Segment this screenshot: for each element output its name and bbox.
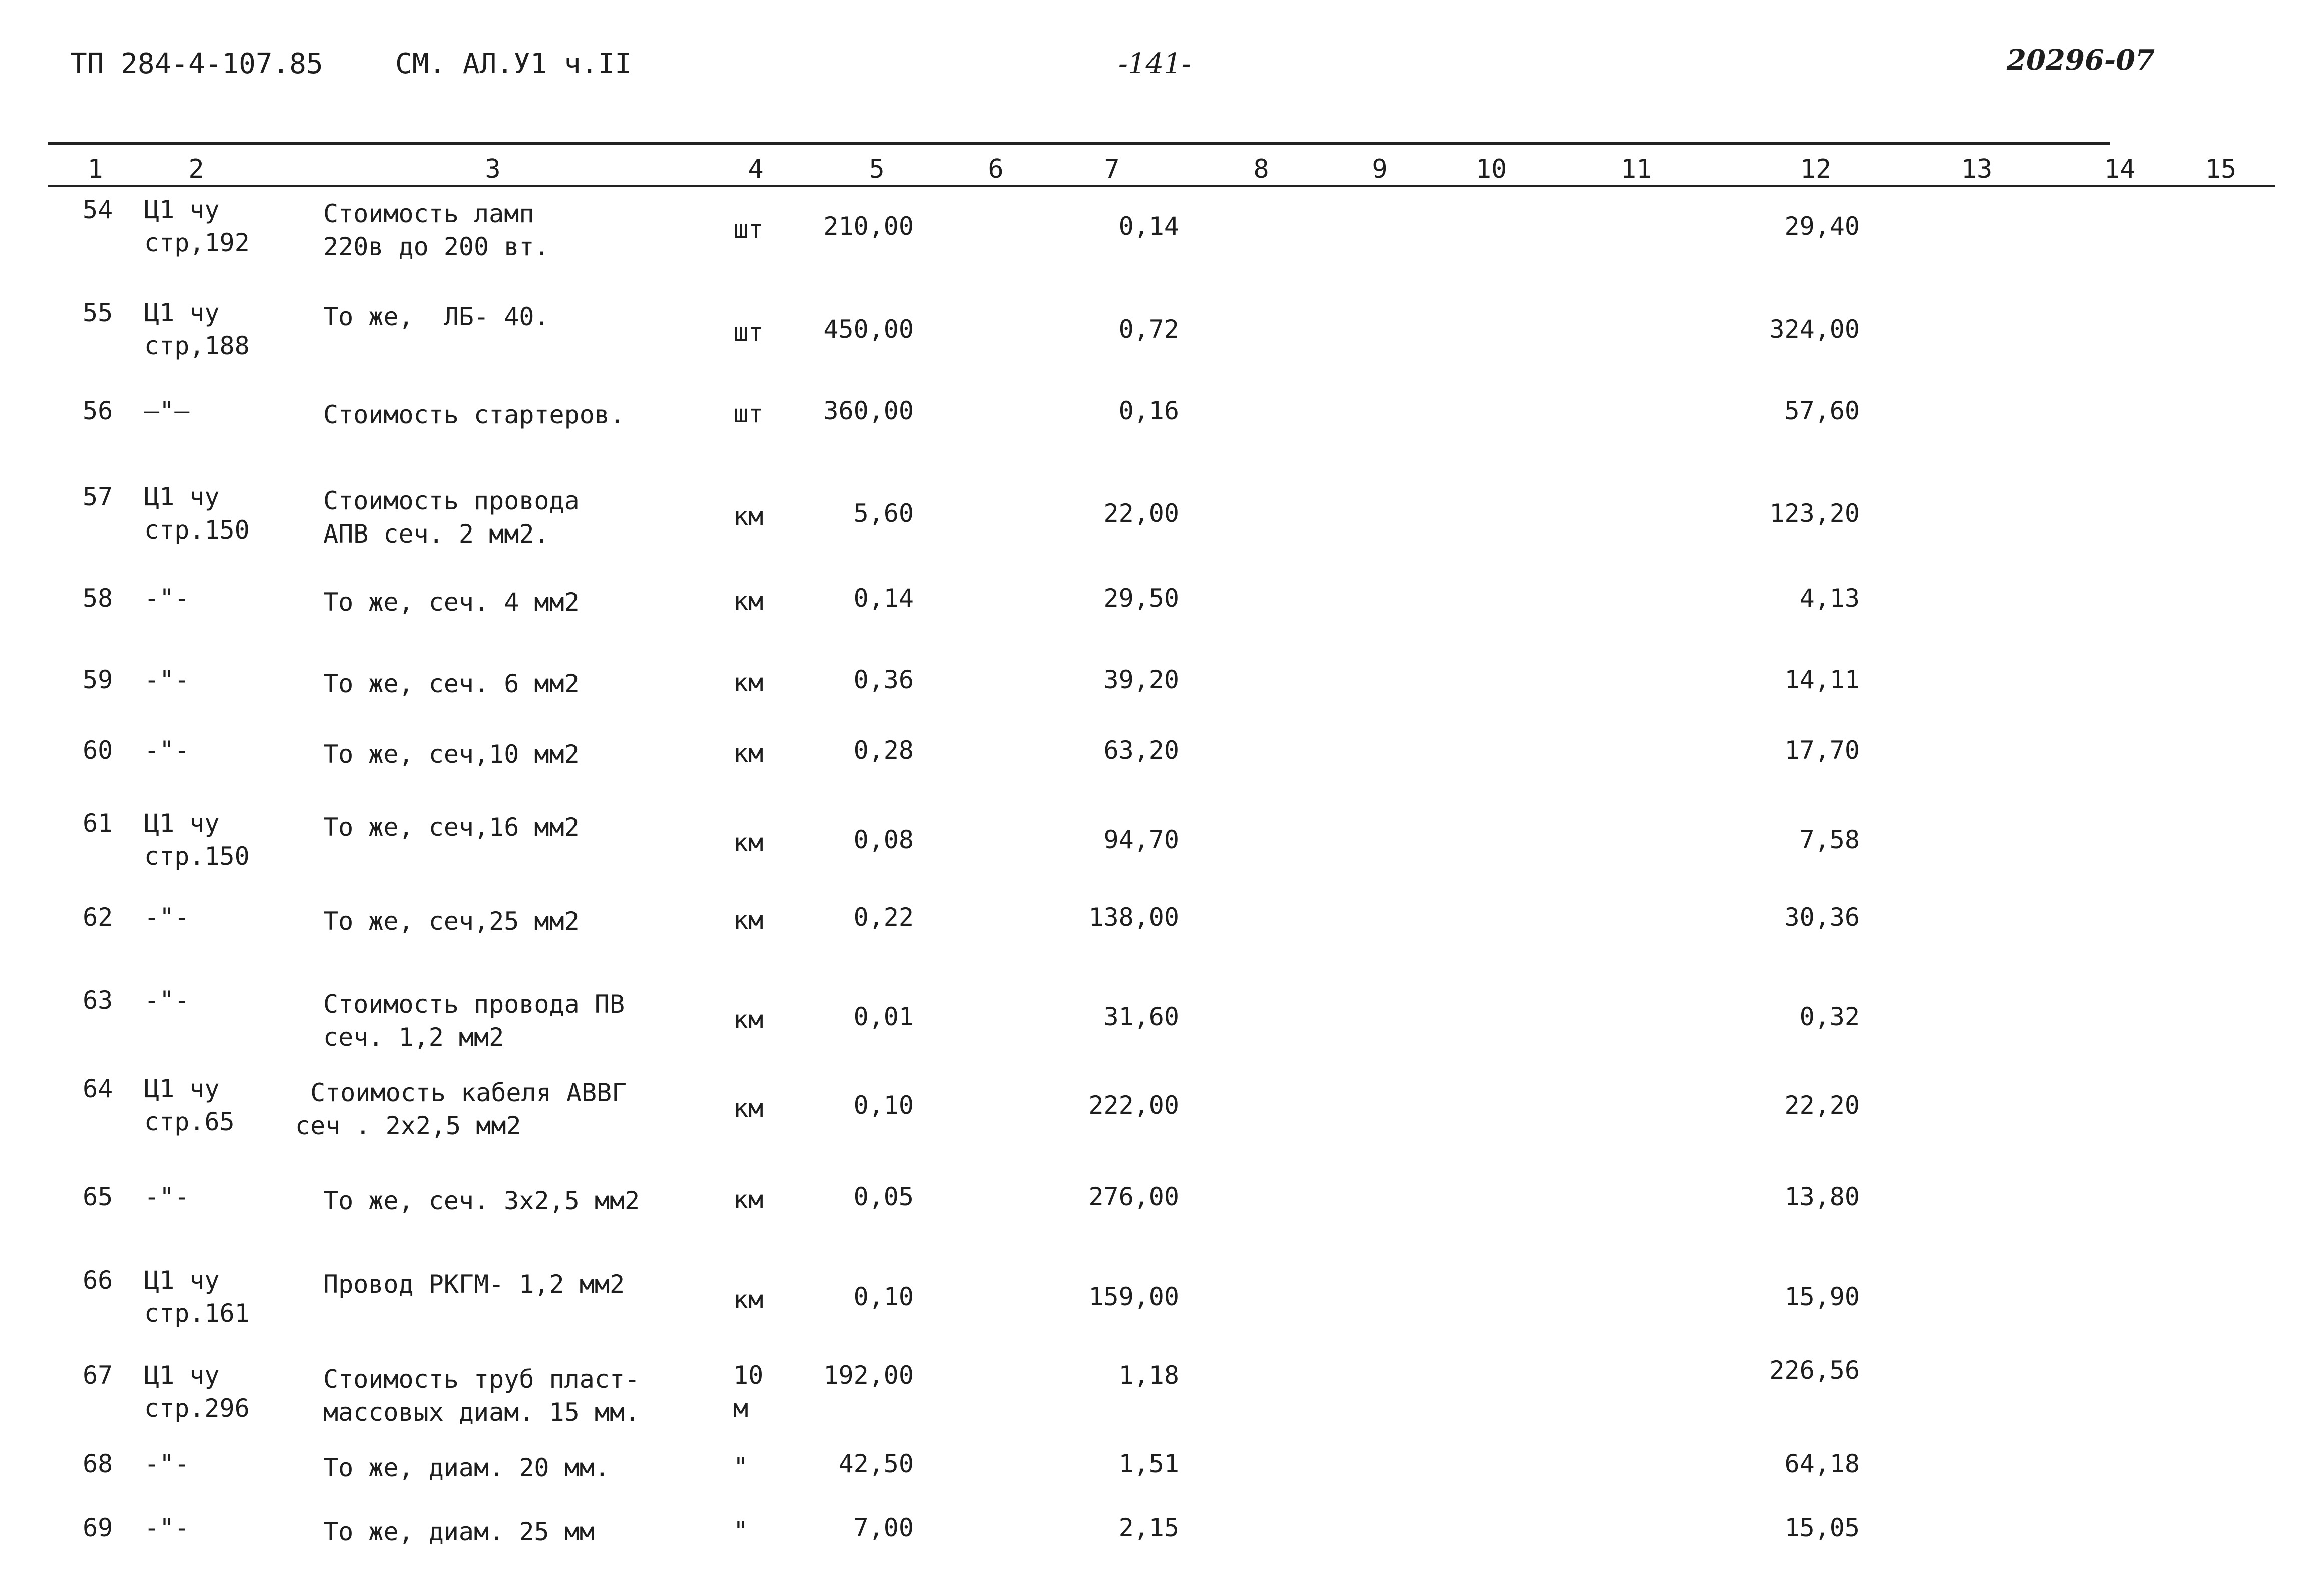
item-description <box>323 811 580 844</box>
row-number: 64 <box>83 1074 113 1103</box>
item-description-line: То же, сеч. 4 мм2 <box>323 588 580 617</box>
unit-of-measure <box>733 826 763 859</box>
unit-price-value: 63,20 <box>1103 736 1179 765</box>
column-number-9: 9 <box>1372 154 1388 184</box>
price-reference-line: -"- <box>144 986 190 1015</box>
unit-of-measure-line: км <box>733 1285 764 1314</box>
quantity-value: 192,00 <box>823 1361 914 1390</box>
unit-price-value: 276,00 <box>1088 1182 1179 1211</box>
item-description-line: То же, сеч. 3х2,5 мм2 <box>323 1186 640 1215</box>
row-number: 55 <box>83 298 113 327</box>
unit-of-measure-line: км <box>733 587 764 616</box>
total-cost-value: 57,60 <box>1784 396 1860 425</box>
row-number: 67 <box>83 1361 113 1390</box>
price-reference-line: -"- <box>144 665 190 694</box>
total-cost-value: 15,05 <box>1784 1513 1860 1542</box>
item-description <box>323 905 580 938</box>
row-number: 60 <box>83 736 113 765</box>
archive-stamp: 20296-07 <box>2007 44 2155 77</box>
price-reference-line: стр.161 <box>144 1299 250 1328</box>
quantity-value: 0,14 <box>853 584 914 613</box>
item-description-line: То же, ЛБ- 40. <box>323 302 549 331</box>
unit-of-measure <box>733 1514 748 1547</box>
price-reference <box>144 901 189 934</box>
unit-of-measure-line: шт <box>733 215 764 244</box>
row-number: 54 <box>83 195 113 224</box>
price-reference-line: -"- <box>144 1449 190 1478</box>
row-number: 59 <box>83 665 113 694</box>
item-description-line: Стоимость провода ПВ <box>323 990 625 1019</box>
unit-price-value: 1,18 <box>1118 1361 1179 1390</box>
quantity-value: 42,50 <box>838 1449 914 1478</box>
total-cost-value: 14,11 <box>1784 665 1860 694</box>
quantity-value: 7,00 <box>853 1513 914 1542</box>
unit-of-measure <box>733 1450 748 1483</box>
item-description-line: Стоимость труб пласт- <box>323 1365 640 1394</box>
unit-price-value: 94,70 <box>1103 825 1179 854</box>
price-reference <box>144 480 250 547</box>
item-description <box>323 1363 640 1429</box>
total-cost-value: 13,80 <box>1784 1182 1860 1211</box>
total-cost-value: 7,58 <box>1799 825 1860 854</box>
total-cost-value: 17,70 <box>1784 736 1860 765</box>
total-cost-value: 29,40 <box>1784 212 1860 241</box>
total-cost-value: 324,00 <box>1769 315 1860 344</box>
price-reference <box>144 1072 235 1138</box>
unit-of-measure-line: км <box>733 502 764 531</box>
price-reference <box>144 734 189 767</box>
price-reference <box>144 394 189 427</box>
quantity-value: 0,36 <box>853 665 914 694</box>
column-number-15: 15 <box>2205 154 2237 184</box>
quantity-value: 0,22 <box>853 903 914 932</box>
column-number-12: 12 <box>1800 154 1832 184</box>
item-description-line: Стоимость кабеля АВВГ <box>295 1078 627 1107</box>
unit-of-measure <box>733 737 763 770</box>
unit-price-value: 2,15 <box>1118 1513 1179 1542</box>
row-number: 58 <box>83 584 113 613</box>
row-number: 63 <box>83 986 113 1015</box>
price-reference-line: Ц1 чу <box>144 1266 220 1295</box>
row-number: 61 <box>83 809 113 838</box>
price-reference-line: -"- <box>144 903 190 932</box>
price-reference-line: стр.65 <box>144 1107 235 1136</box>
page-number: -141- <box>1118 48 1191 80</box>
item-description <box>323 300 549 333</box>
unit-price-value: 0,72 <box>1118 315 1179 344</box>
item-description-line: То же, диам. 20 мм. <box>323 1453 610 1482</box>
item-description <box>323 988 625 1054</box>
item-description-line: Провод РКГМ- 1,2 мм2 <box>323 1270 625 1299</box>
price-reference <box>144 1511 189 1544</box>
total-cost-value: 64,18 <box>1784 1449 1860 1478</box>
price-reference-line: Ц1 чу <box>144 195 220 224</box>
unit-of-measure-line: км <box>733 1005 764 1034</box>
item-description-line: сеч. 1,2 мм2 <box>323 1023 504 1052</box>
item-description <box>323 484 580 551</box>
quantity-value: 0,28 <box>853 736 914 765</box>
document-code: ТП 284-4-107.85 <box>70 48 323 80</box>
column-number-1: 1 <box>87 154 103 184</box>
unit-of-measure-line: км <box>733 739 764 768</box>
total-cost-value: 123,20 <box>1769 499 1860 528</box>
item-description-line: сеч . 2х2,5 мм2 <box>295 1111 521 1140</box>
item-description <box>323 1268 625 1301</box>
column-number-7: 7 <box>1104 154 1120 184</box>
row-number: 62 <box>83 903 113 932</box>
unit-of-measure-line: м <box>733 1394 749 1423</box>
quantity-value: 0,08 <box>853 825 914 854</box>
column-number-14: 14 <box>2104 154 2136 184</box>
row-number: 69 <box>83 1513 113 1542</box>
total-cost-value: 226,56 <box>1769 1356 1860 1385</box>
item-description <box>323 738 580 771</box>
price-reference-line: Ц1 чу <box>144 298 220 327</box>
unit-price-value: 0,14 <box>1118 212 1179 241</box>
unit-of-measure <box>733 1359 763 1425</box>
quantity-value: 360,00 <box>823 396 914 425</box>
price-reference-line: -"- <box>144 1513 190 1542</box>
column-number-11: 11 <box>1620 154 1652 184</box>
price-reference <box>144 296 250 362</box>
price-reference-line: стр.150 <box>144 515 250 545</box>
item-description-line: АПВ сеч. 2 мм2. <box>323 519 549 549</box>
column-number-3: 3 <box>485 154 501 184</box>
unit-of-measure <box>733 500 763 533</box>
unit-of-measure <box>733 904 763 937</box>
unit-of-measure <box>733 1183 763 1216</box>
unit-price-value: 39,20 <box>1103 665 1179 694</box>
price-reference <box>144 1447 189 1480</box>
unit-of-measure <box>733 585 763 618</box>
unit-of-measure <box>733 397 763 430</box>
quantity-value: 210,00 <box>823 212 914 241</box>
item-description <box>323 667 580 700</box>
item-description-line: Стоимость провода <box>323 486 580 515</box>
price-reference-line: Ц1 чу <box>144 1361 220 1390</box>
item-description-line: То же, диам. 25 мм <box>323 1517 595 1546</box>
price-reference-line: Ц1 чу <box>144 809 220 838</box>
price-reference-line: —"— <box>144 396 190 425</box>
item-description <box>323 1515 595 1548</box>
total-cost-value: 0,32 <box>1799 1002 1860 1031</box>
price-reference <box>144 193 250 259</box>
column-number-10: 10 <box>1475 154 1507 184</box>
price-reference-line: Ц1 чу <box>144 482 220 511</box>
quantity-value: 5,60 <box>853 499 914 528</box>
unit-of-measure <box>733 1092 763 1125</box>
item-description-line: То же, сеч. 6 мм2 <box>323 669 580 698</box>
quantity-value: 450,00 <box>823 315 914 344</box>
table-top-rule <box>48 142 2110 145</box>
unit-of-measure-line: шт <box>733 318 764 347</box>
price-reference <box>144 807 250 873</box>
price-reference-line: -"- <box>144 736 190 765</box>
item-description <box>323 1184 640 1217</box>
item-description <box>323 197 549 263</box>
unit-of-measure <box>733 316 763 349</box>
unit-of-measure-line: км <box>733 906 764 935</box>
price-reference <box>144 1180 189 1213</box>
unit-price-value: 22,00 <box>1103 499 1179 528</box>
unit-of-measure <box>733 1283 763 1316</box>
item-description-line: Стоимость ламп <box>323 199 534 228</box>
total-cost-value: 30,36 <box>1784 903 1860 932</box>
quantity-value: 0,01 <box>853 1002 914 1031</box>
price-reference <box>144 1359 250 1425</box>
unit-price-value: 222,00 <box>1088 1091 1179 1120</box>
price-reference-line: стр.150 <box>144 842 250 871</box>
unit-price-value: 138,00 <box>1088 903 1179 932</box>
quantity-value: 0,10 <box>853 1091 914 1120</box>
unit-price-value: 29,50 <box>1103 584 1179 613</box>
document-reference: СМ. АЛ.У1 ч.II <box>395 48 632 80</box>
unit-price-value: 159,00 <box>1088 1282 1179 1311</box>
price-reference <box>144 582 189 615</box>
price-reference <box>144 1264 250 1330</box>
column-number-6: 6 <box>988 154 1004 184</box>
price-reference-line: -"- <box>144 584 190 613</box>
column-number-13: 13 <box>1961 154 1993 184</box>
unit-of-measure-line: шт <box>733 399 764 428</box>
price-reference <box>144 984 189 1017</box>
unit-of-measure-line: 10 <box>733 1361 764 1390</box>
row-number: 57 <box>83 482 113 511</box>
unit-of-measure <box>733 666 763 699</box>
quantity-value: 0,05 <box>853 1182 914 1211</box>
price-reference-line: -"- <box>144 1182 190 1211</box>
row-number: 56 <box>83 396 113 425</box>
unit-price-value: 1,51 <box>1118 1449 1179 1478</box>
price-reference <box>144 663 189 696</box>
quantity-value: 0,10 <box>853 1282 914 1311</box>
item-description-line: То же, сеч,16 мм2 <box>323 813 580 842</box>
unit-of-measure-line: км <box>733 1094 764 1123</box>
item-description-line: массовых диам. 15 мм. <box>323 1398 640 1427</box>
column-number-8: 8 <box>1253 154 1269 184</box>
item-description-line: 220в до 200 вт. <box>323 232 549 261</box>
unit-of-measure <box>733 213 763 246</box>
unit-of-measure-line: км <box>733 828 764 857</box>
unit-of-measure-line: км <box>733 668 764 697</box>
item-description <box>323 1451 610 1484</box>
row-number: 65 <box>83 1182 113 1211</box>
column-number-5: 5 <box>869 154 885 184</box>
total-cost-value: 15,90 <box>1784 1282 1860 1311</box>
column-number-2: 2 <box>188 154 204 184</box>
price-reference-line: стр,188 <box>144 331 250 360</box>
item-description <box>295 1076 627 1142</box>
item-description-line: То же, сеч,10 мм2 <box>323 740 580 769</box>
total-cost-value: 22,20 <box>1784 1091 1860 1120</box>
item-description-line: То же, сеч,25 мм2 <box>323 907 580 936</box>
price-reference-line: стр,192 <box>144 228 250 257</box>
unit-of-measure-line: " <box>733 1516 749 1545</box>
total-cost-value: 4,13 <box>1799 584 1860 613</box>
price-reference-line: стр.296 <box>144 1394 250 1423</box>
item-description <box>323 586 580 619</box>
column-number-4: 4 <box>748 154 764 184</box>
row-number: 66 <box>83 1266 113 1295</box>
unit-price-value: 0,16 <box>1118 396 1179 425</box>
table-header-rule <box>48 185 2275 187</box>
unit-of-measure-line: " <box>733 1452 749 1481</box>
item-description <box>323 398 625 431</box>
item-description-line: Стоимость стартеров. <box>323 400 625 429</box>
unit-of-measure <box>733 1003 763 1036</box>
row-number: 68 <box>83 1449 113 1478</box>
price-reference-line: Ц1 чу <box>144 1074 220 1103</box>
unit-price-value: 31,60 <box>1103 1002 1179 1031</box>
unit-of-measure-line: км <box>733 1185 764 1214</box>
